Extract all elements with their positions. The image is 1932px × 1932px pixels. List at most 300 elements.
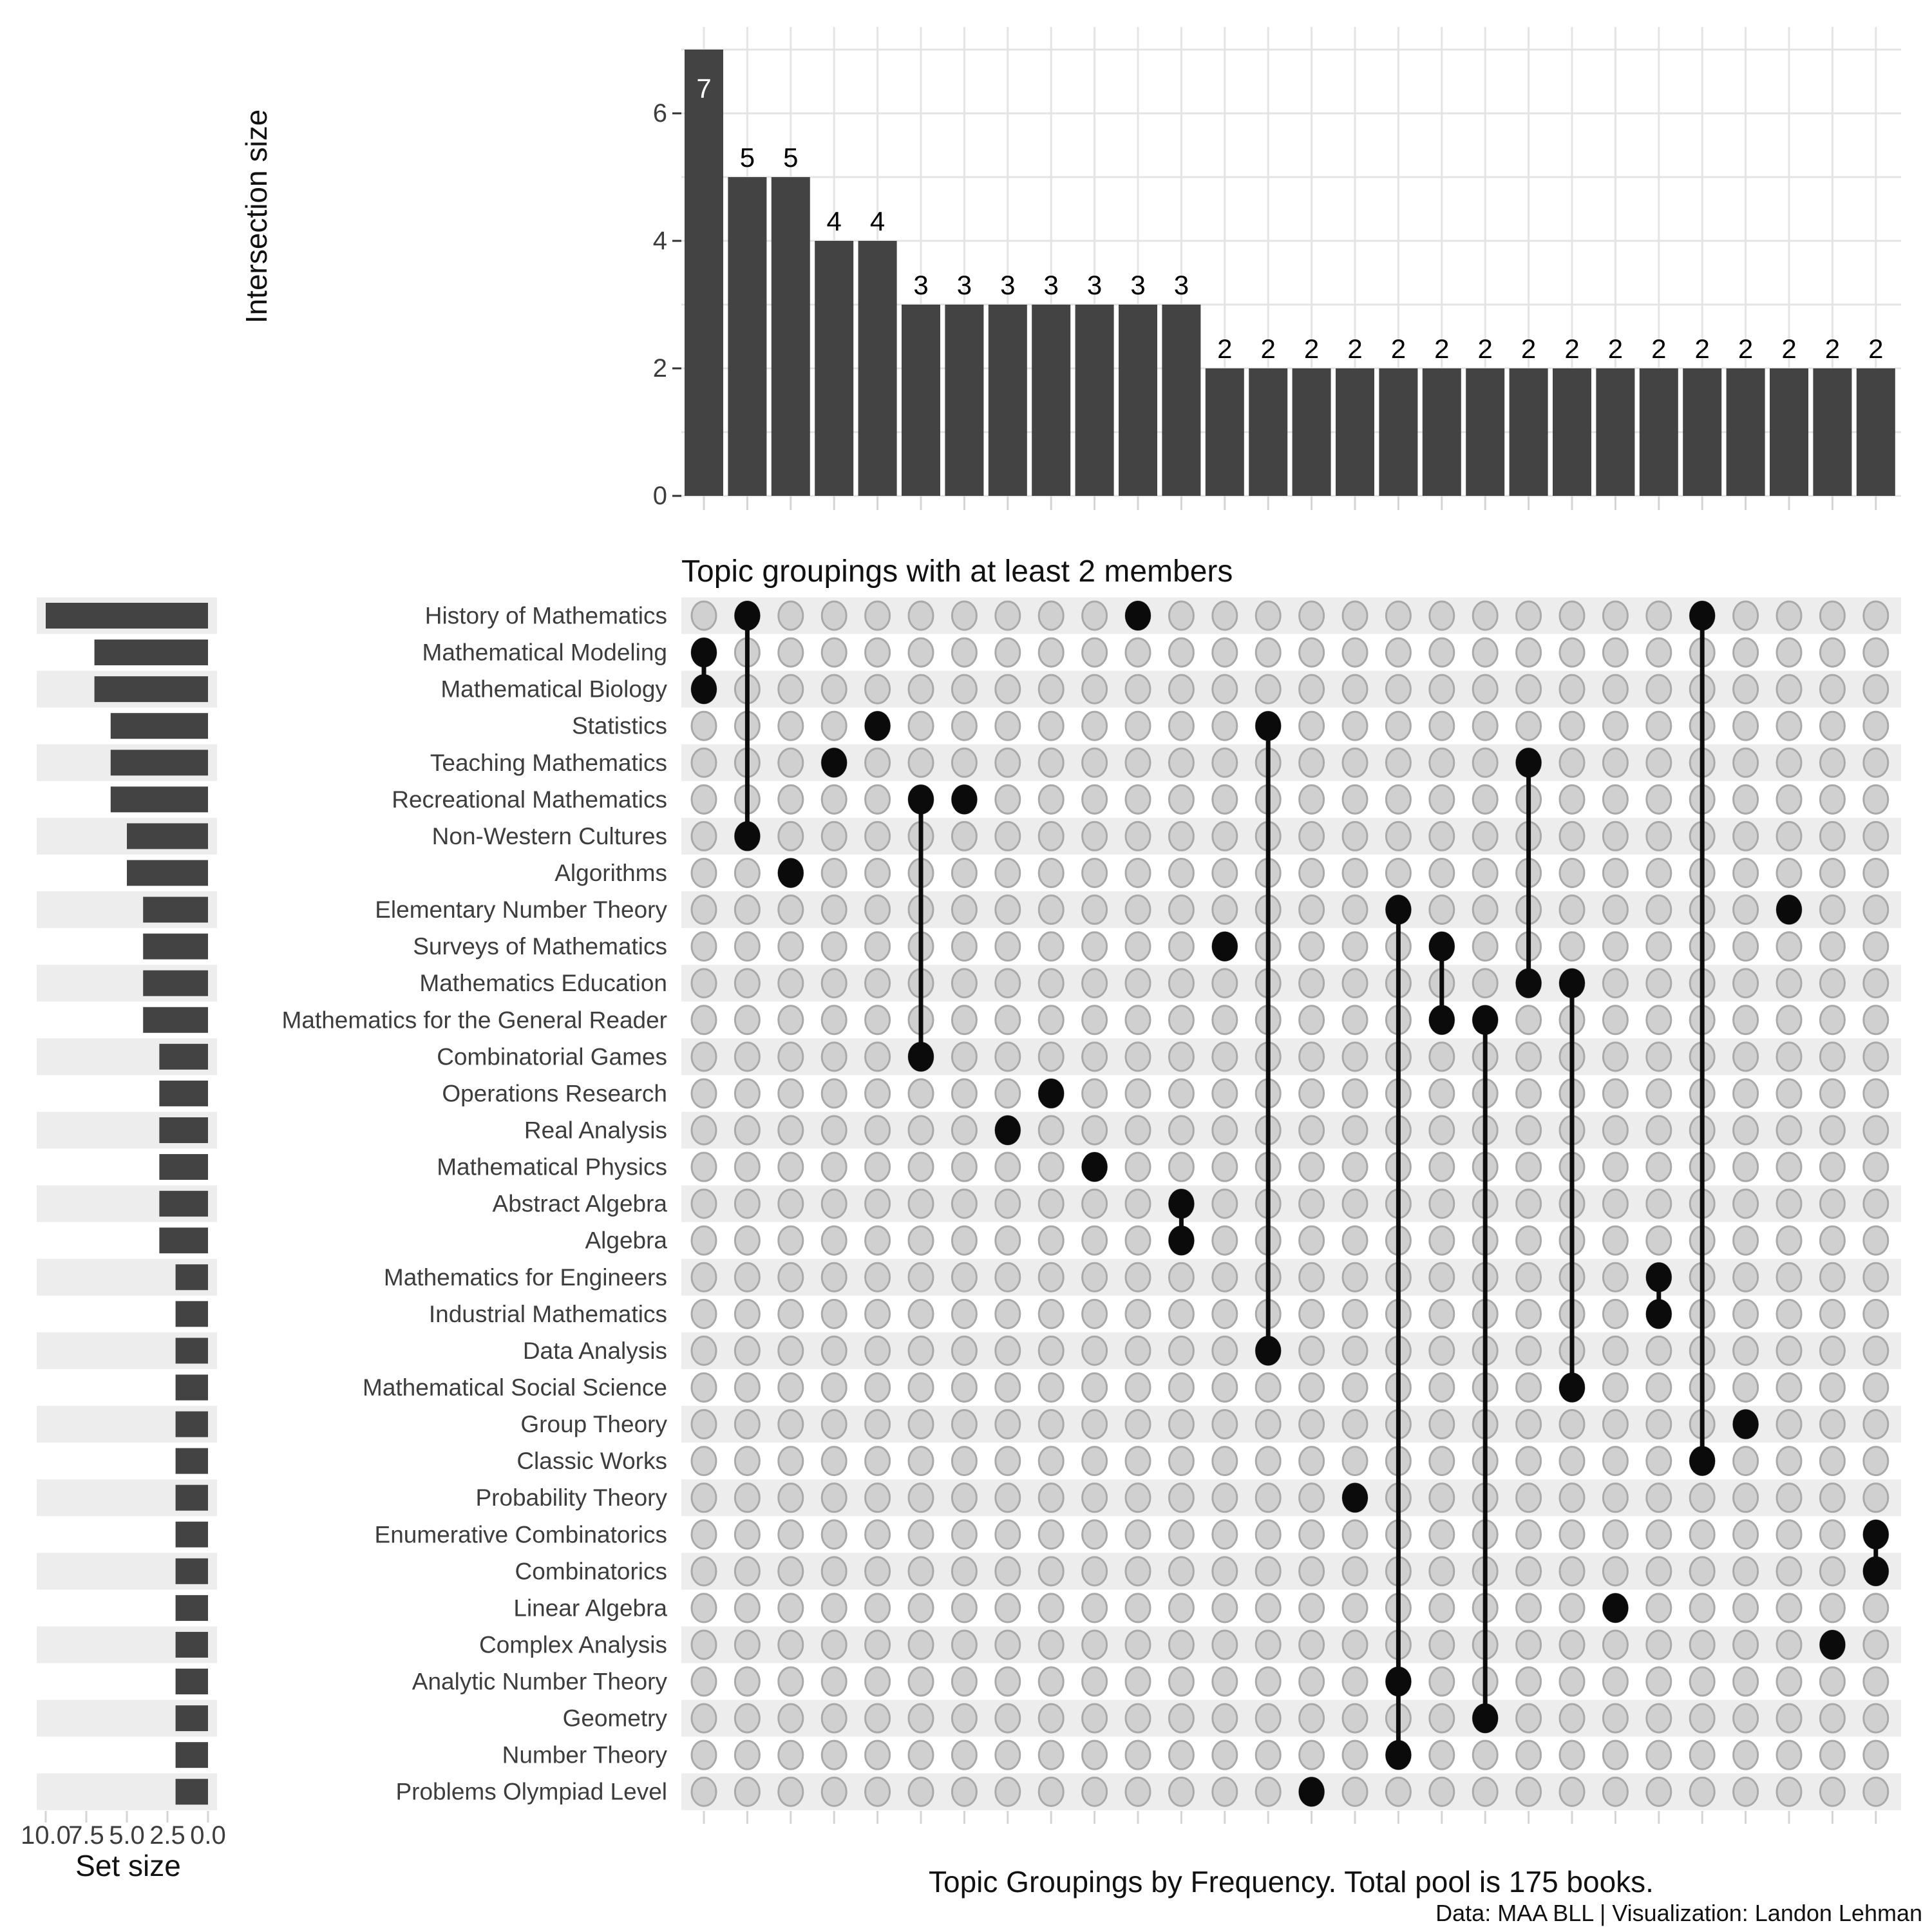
- matrix-dot: [1169, 1557, 1193, 1586]
- matrix-dot: [952, 601, 976, 630]
- matrix-dot: [909, 601, 933, 630]
- matrix-dot: [909, 1631, 933, 1659]
- matrix-dot: [822, 1043, 846, 1071]
- matrix-dot: [1169, 1153, 1193, 1181]
- matrix-dot: [1820, 822, 1844, 850]
- bar-value-label: 2: [1564, 334, 1580, 364]
- set-label: Combinatorial Games: [437, 1043, 667, 1070]
- matrix-dot: [1734, 822, 1758, 850]
- matrix-dot: [1647, 748, 1671, 777]
- matrix-dot: [822, 1079, 846, 1108]
- matrix-dot: [1213, 785, 1237, 813]
- matrix-dot: [996, 1043, 1020, 1071]
- matrix-dot: [909, 1373, 933, 1401]
- matrix-dot: [1864, 1263, 1888, 1291]
- matrix-dot: [1300, 896, 1324, 924]
- matrix-dot: [1517, 1631, 1541, 1659]
- matrix-dot: [996, 1667, 1020, 1696]
- intersection-bar: [989, 305, 1027, 496]
- matrix-dot: [1126, 896, 1150, 924]
- matrix-dot: [1777, 1336, 1801, 1365]
- matrix-dot: [1256, 1410, 1280, 1439]
- matrix-dot: [1083, 601, 1107, 630]
- matrix-dot: [1647, 969, 1671, 998]
- matrix-dot: [1039, 1557, 1063, 1586]
- matrix-dot: [1820, 1079, 1844, 1108]
- matrix-dot: [1777, 1006, 1801, 1034]
- matrix-dot: [692, 1043, 716, 1071]
- matrix-dot: [1213, 1704, 1237, 1732]
- matrix-dot-active: [1516, 748, 1542, 777]
- matrix-dot: [1169, 1373, 1193, 1401]
- matrix-dot: [1126, 1741, 1150, 1769]
- matrix-dot: [1647, 601, 1671, 630]
- matrix-dot: [909, 1189, 933, 1218]
- matrix-dot: [692, 785, 716, 813]
- matrix-dot: [779, 896, 803, 924]
- matrix-dot: [779, 1484, 803, 1512]
- matrix-dot: [952, 1741, 976, 1769]
- matrix-dot: [1430, 601, 1454, 630]
- matrix-dot: [1647, 1116, 1671, 1144]
- matrix-dot: [1430, 822, 1454, 850]
- set-size-bar: [111, 786, 208, 812]
- matrix-dot: [1343, 933, 1367, 961]
- matrix-dot: [1603, 1447, 1627, 1475]
- matrix-dot: [1300, 1373, 1324, 1401]
- matrix-dot-active: [1559, 1372, 1585, 1402]
- bar-value-label: 3: [1000, 270, 1016, 300]
- matrix-dot: [1603, 675, 1627, 703]
- set-size-bar: [176, 1595, 208, 1621]
- matrix-dot: [1777, 1520, 1801, 1549]
- matrix-dot: [1343, 638, 1367, 667]
- matrix-dot: [866, 1741, 890, 1769]
- matrix-dot: [1603, 1704, 1627, 1732]
- matrix-dot: [1213, 1006, 1237, 1034]
- matrix-dot: [866, 785, 890, 813]
- matrix-dot: [1169, 1079, 1193, 1108]
- matrix-dot: [1300, 1594, 1324, 1622]
- matrix-dot: [692, 1557, 716, 1586]
- matrix-dot: [1343, 748, 1367, 777]
- matrix-dot: [1777, 822, 1801, 850]
- matrix-dot-active: [951, 784, 977, 814]
- matrix-dot: [1517, 675, 1541, 703]
- matrix-dot: [1864, 933, 1888, 961]
- matrix-dot: [1083, 1410, 1107, 1439]
- matrix-dot: [1560, 712, 1584, 740]
- matrix-dot: [952, 1447, 976, 1475]
- matrix-dot: [1864, 1300, 1888, 1328]
- matrix-dot: [1820, 858, 1844, 887]
- matrix-dot: [1647, 1447, 1671, 1475]
- matrix-dot: [1820, 1594, 1844, 1622]
- matrix-dot: [1039, 1447, 1063, 1475]
- intersection-bar: [1510, 368, 1548, 496]
- matrix-dot-active: [1299, 1777, 1325, 1806]
- matrix-dot: [1517, 1116, 1541, 1144]
- matrix-dot: [1169, 1447, 1193, 1475]
- matrix-dot: [1083, 896, 1107, 924]
- matrix-dot: [996, 1336, 1020, 1365]
- matrix-dot: [909, 1336, 933, 1365]
- matrix-dot: [1169, 748, 1193, 777]
- matrix-dot: [735, 1667, 759, 1696]
- matrix-dot: [1430, 1484, 1454, 1512]
- matrix-dot: [692, 1189, 716, 1218]
- matrix-dot: [1647, 896, 1671, 924]
- matrix-dot: [1647, 822, 1671, 850]
- matrix-dot: [1734, 1373, 1758, 1401]
- matrix-dot: [1256, 601, 1280, 630]
- set-size-bar: [46, 603, 208, 629]
- matrix-dot: [1864, 1777, 1888, 1806]
- matrix-dot: [1386, 638, 1410, 667]
- matrix-dot: [1300, 1741, 1324, 1769]
- intersection-bar: [1770, 368, 1808, 496]
- matrix-dot: [1083, 1373, 1107, 1401]
- set-label: Analytic Number Theory: [412, 1668, 667, 1695]
- matrix-dot: [1647, 1043, 1671, 1071]
- matrix-dot: [1343, 1153, 1367, 1181]
- matrix-dot: [692, 1373, 716, 1401]
- matrix-dot: [1169, 1263, 1193, 1291]
- intersection-bar: [1423, 368, 1461, 496]
- matrix-dot: [996, 785, 1020, 813]
- matrix-dot: [1126, 1704, 1150, 1732]
- matrix-dot: [909, 712, 933, 740]
- matrix-dot: [1603, 858, 1627, 887]
- matrix-dot: [1300, 712, 1324, 740]
- matrix-dot: [692, 748, 716, 777]
- matrix-dot: [1083, 1741, 1107, 1769]
- matrix-dot: [1820, 933, 1844, 961]
- matrix-dot: [1343, 1704, 1367, 1732]
- matrix-dot: [996, 1189, 1020, 1218]
- matrix-dot: [952, 1777, 976, 1806]
- matrix-dot: [1213, 822, 1237, 850]
- matrix-dot: [1647, 1079, 1671, 1108]
- matrix-dot: [996, 1704, 1020, 1732]
- matrix-dot: [1777, 1594, 1801, 1622]
- matrix-dot: [1734, 1189, 1758, 1218]
- matrix-dot: [779, 822, 803, 850]
- matrix-dot: [1473, 1741, 1497, 1769]
- matrix-dot: [996, 638, 1020, 667]
- bar-value-label: 4: [869, 206, 886, 236]
- intersection-bar: [815, 241, 853, 496]
- matrix-dot: [1777, 1741, 1801, 1769]
- matrix-dot: [1343, 1226, 1367, 1255]
- matrix-dot: [1647, 1520, 1671, 1549]
- matrix-dot: [1430, 1226, 1454, 1255]
- matrix-dot: [1603, 1043, 1627, 1071]
- set-size-bar: [176, 1669, 208, 1694]
- matrix-dot: [1777, 1043, 1801, 1071]
- matrix-dot: [1343, 1373, 1367, 1401]
- set-label: Recreational Mathematics: [392, 786, 667, 813]
- matrix-dot: [1820, 969, 1844, 998]
- matrix-dot: [1820, 1741, 1844, 1769]
- matrix-dot: [1169, 1043, 1193, 1071]
- matrix-dot: [1386, 785, 1410, 813]
- set-label: Complex Analysis: [478, 1631, 667, 1658]
- matrix-dot: [952, 638, 976, 667]
- matrix-dot: [1126, 712, 1150, 740]
- matrix-dot: [996, 1373, 1020, 1401]
- matrix-dot: [1039, 858, 1063, 887]
- matrix-dot: [1213, 712, 1237, 740]
- matrix-dot: [1213, 1263, 1237, 1291]
- matrix-dot: [1864, 638, 1888, 667]
- matrix-dot: [1864, 1043, 1888, 1071]
- matrix-dot: [1603, 1667, 1627, 1696]
- matrix-dot: [1386, 712, 1410, 740]
- matrix-dot: [692, 822, 716, 850]
- matrix-dot: [1169, 1116, 1193, 1144]
- matrix-dot: [1126, 1336, 1150, 1365]
- matrix-dot: [1300, 1006, 1324, 1034]
- matrix-dot: [1039, 1777, 1063, 1806]
- matrix-dot: [1430, 675, 1454, 703]
- matrix-dot: [1213, 675, 1237, 703]
- matrix-dot: [1647, 1777, 1671, 1806]
- matrix-dot: [1777, 969, 1801, 998]
- matrix-dot: [1430, 1777, 1454, 1806]
- matrix-dot: [1603, 1189, 1627, 1218]
- set-label: Algorithms: [554, 859, 667, 886]
- matrix-dot: [1777, 1079, 1801, 1108]
- matrix-dot: [735, 1226, 759, 1255]
- matrix-dot: [1647, 1704, 1671, 1732]
- matrix-dot: [1300, 748, 1324, 777]
- matrix-dot: [1820, 1410, 1844, 1439]
- matrix-dot-active: [1385, 895, 1411, 925]
- bar-value-label: 2: [1651, 334, 1667, 364]
- set-size-bar: [176, 1558, 208, 1584]
- matrix-dot: [1647, 933, 1671, 961]
- matrix-dot: [1386, 822, 1410, 850]
- bar-value-label: 2: [1217, 334, 1233, 364]
- bar-value-label: 2: [1434, 334, 1450, 364]
- matrix-dot: [1083, 1043, 1107, 1071]
- matrix-dot: [1734, 1520, 1758, 1549]
- matrix-dot: [1517, 1557, 1541, 1586]
- matrix-dot: [1517, 601, 1541, 630]
- matrix-dot: [1126, 1189, 1150, 1218]
- matrix-dot: [996, 1006, 1020, 1034]
- matrix-dot: [1083, 1484, 1107, 1512]
- matrix-dot: [1343, 1189, 1367, 1218]
- matrix-dot: [1603, 1631, 1627, 1659]
- matrix-dot-active: [1342, 1483, 1368, 1513]
- set-label: Combinatorics: [515, 1558, 667, 1585]
- matrix-dot: [1690, 1631, 1714, 1659]
- matrix-dot: [735, 858, 759, 887]
- matrix-dot: [1820, 1043, 1844, 1071]
- matrix-dot: [1864, 675, 1888, 703]
- set-size-bar: [176, 1264, 208, 1290]
- matrix-dot: [1777, 748, 1801, 777]
- matrix-dot: [1169, 1410, 1193, 1439]
- matrix-dot: [1039, 1006, 1063, 1034]
- set-label: History of Mathematics: [424, 602, 667, 629]
- matrix-dot: [1560, 822, 1584, 850]
- matrix-dot: [1603, 1373, 1627, 1401]
- matrix-dot: [866, 1631, 890, 1659]
- matrix-dot: [866, 675, 890, 703]
- matrix-dot: [1820, 1373, 1844, 1401]
- matrix-dot-active: [908, 784, 934, 814]
- matrix-dot: [1734, 1226, 1758, 1255]
- matrix-dot: [1256, 1667, 1280, 1696]
- matrix-dot: [1430, 1520, 1454, 1549]
- matrix-dot: [1864, 1484, 1888, 1512]
- matrix-dot: [1300, 1263, 1324, 1291]
- set-size-bar: [159, 1081, 208, 1106]
- matrix-dot: [1864, 1226, 1888, 1255]
- matrix-dot: [1039, 822, 1063, 850]
- matrix-dot: [1603, 1484, 1627, 1512]
- matrix-dot: [779, 1336, 803, 1365]
- matrix-dot-active: [1689, 601, 1715, 630]
- matrix-dot: [952, 712, 976, 740]
- matrix-dot: [1864, 785, 1888, 813]
- matrix-dot: [1473, 748, 1497, 777]
- matrix-dot: [996, 1777, 1020, 1806]
- matrix-dot: [1083, 1447, 1107, 1475]
- set-size-bar: [127, 823, 208, 849]
- matrix-dot: [1169, 675, 1193, 703]
- matrix-dot: [1213, 1447, 1237, 1475]
- matrix-dot-active: [734, 601, 760, 630]
- matrix-dot: [822, 1116, 846, 1144]
- matrix-dot: [1126, 969, 1150, 998]
- matrix-dot: [1647, 1741, 1671, 1769]
- matrix-dot: [1256, 1373, 1280, 1401]
- matrix-dot: [1603, 1153, 1627, 1181]
- matrix-dot: [1864, 601, 1888, 630]
- matrix-dot: [1603, 1410, 1627, 1439]
- matrix-dot: [1647, 1557, 1671, 1586]
- matrix-dot: [822, 1667, 846, 1696]
- matrix-dot: [1213, 1594, 1237, 1622]
- intersection-bar: [728, 177, 766, 496]
- set-label: Geometry: [562, 1705, 667, 1732]
- matrix-dot: [866, 1006, 890, 1034]
- matrix-dot: [1039, 1153, 1063, 1181]
- matrix-dot: [1690, 1594, 1714, 1622]
- matrix-dot: [1343, 1006, 1367, 1034]
- matrix-dot: [1300, 1410, 1324, 1439]
- matrix-dot: [909, 1667, 933, 1696]
- matrix-dot: [1300, 638, 1324, 667]
- matrix-dot: [779, 748, 803, 777]
- matrix-dot: [1213, 1336, 1237, 1365]
- matrix-dot: [1734, 1484, 1758, 1512]
- matrix-dot: [996, 1557, 1020, 1586]
- matrix-dot: [1777, 1667, 1801, 1696]
- matrix-dot: [1560, 1777, 1584, 1806]
- matrix-dot: [1820, 1116, 1844, 1144]
- matrix-dot: [996, 1594, 1020, 1622]
- matrix-dot: [1343, 858, 1367, 887]
- matrix-dot: [1039, 1300, 1063, 1328]
- matrix-dot: [1517, 1300, 1541, 1328]
- matrix-dot: [952, 822, 976, 850]
- matrix-dot-active: [1082, 1152, 1108, 1182]
- matrix-dot: [1560, 858, 1584, 887]
- matrix-dot: [1430, 1373, 1454, 1401]
- matrix-dot: [1430, 1410, 1454, 1439]
- matrix-dot: [692, 1631, 716, 1659]
- matrix-dot: [866, 1189, 890, 1218]
- matrix-dot: [735, 1116, 759, 1144]
- matrix-dot: [1039, 675, 1063, 703]
- matrix-dot: [1734, 1300, 1758, 1328]
- matrix-dot: [822, 1447, 846, 1475]
- matrix-dot: [1343, 1520, 1367, 1549]
- matrix-dot: [779, 1226, 803, 1255]
- matrix-dot: [866, 858, 890, 887]
- matrix-dot: [1864, 1189, 1888, 1218]
- matrix-dot: [1300, 785, 1324, 813]
- matrix-dot: [1864, 1373, 1888, 1401]
- intersection-bar: [1640, 368, 1678, 496]
- matrix-dot: [1213, 1300, 1237, 1328]
- matrix-dot: [1083, 1006, 1107, 1034]
- matrix-dot: [1734, 1777, 1758, 1806]
- matrix-dot: [1560, 785, 1584, 813]
- y-axis-tick-label: 6: [652, 99, 667, 128]
- matrix-dot: [1126, 1043, 1150, 1071]
- matrix-dot-active: [908, 1042, 934, 1072]
- matrix-dot: [1734, 712, 1758, 740]
- matrix-dot: [735, 1557, 759, 1586]
- matrix-dot: [1300, 969, 1324, 998]
- matrix-dot: [1690, 1484, 1714, 1512]
- matrix-dot: [996, 933, 1020, 961]
- matrix-dot: [1430, 638, 1454, 667]
- matrix-dot: [1647, 1189, 1671, 1218]
- matrix-dot: [866, 969, 890, 998]
- bar-value-label: 7: [696, 73, 712, 104]
- matrix-dot: [1820, 896, 1844, 924]
- matrix-dot: [1473, 896, 1497, 924]
- set-size-bar: [127, 860, 208, 886]
- intersection-bar: [1596, 368, 1634, 496]
- matrix-dot-active: [1646, 1299, 1672, 1329]
- matrix-dot-active: [1429, 932, 1455, 961]
- matrix-dot: [1300, 858, 1324, 887]
- matrix-dot: [1039, 1189, 1063, 1218]
- matrix-dot: [1777, 712, 1801, 740]
- matrix-dot: [1690, 1557, 1714, 1586]
- matrix-dot: [1864, 1079, 1888, 1108]
- matrix-dot: [1126, 1667, 1150, 1696]
- matrix-dot: [1169, 1520, 1193, 1549]
- matrix-dot: [1430, 1043, 1454, 1071]
- matrix-dot: [1820, 1189, 1844, 1218]
- matrix-dot: [866, 1153, 890, 1181]
- set-size-bar: [111, 750, 208, 775]
- bar-value-label: 2: [1694, 334, 1710, 364]
- bar-value-label: 2: [1303, 334, 1320, 364]
- matrix-dot: [1169, 712, 1193, 740]
- matrix-dot: [1300, 822, 1324, 850]
- matrix-dot: [1690, 1667, 1714, 1696]
